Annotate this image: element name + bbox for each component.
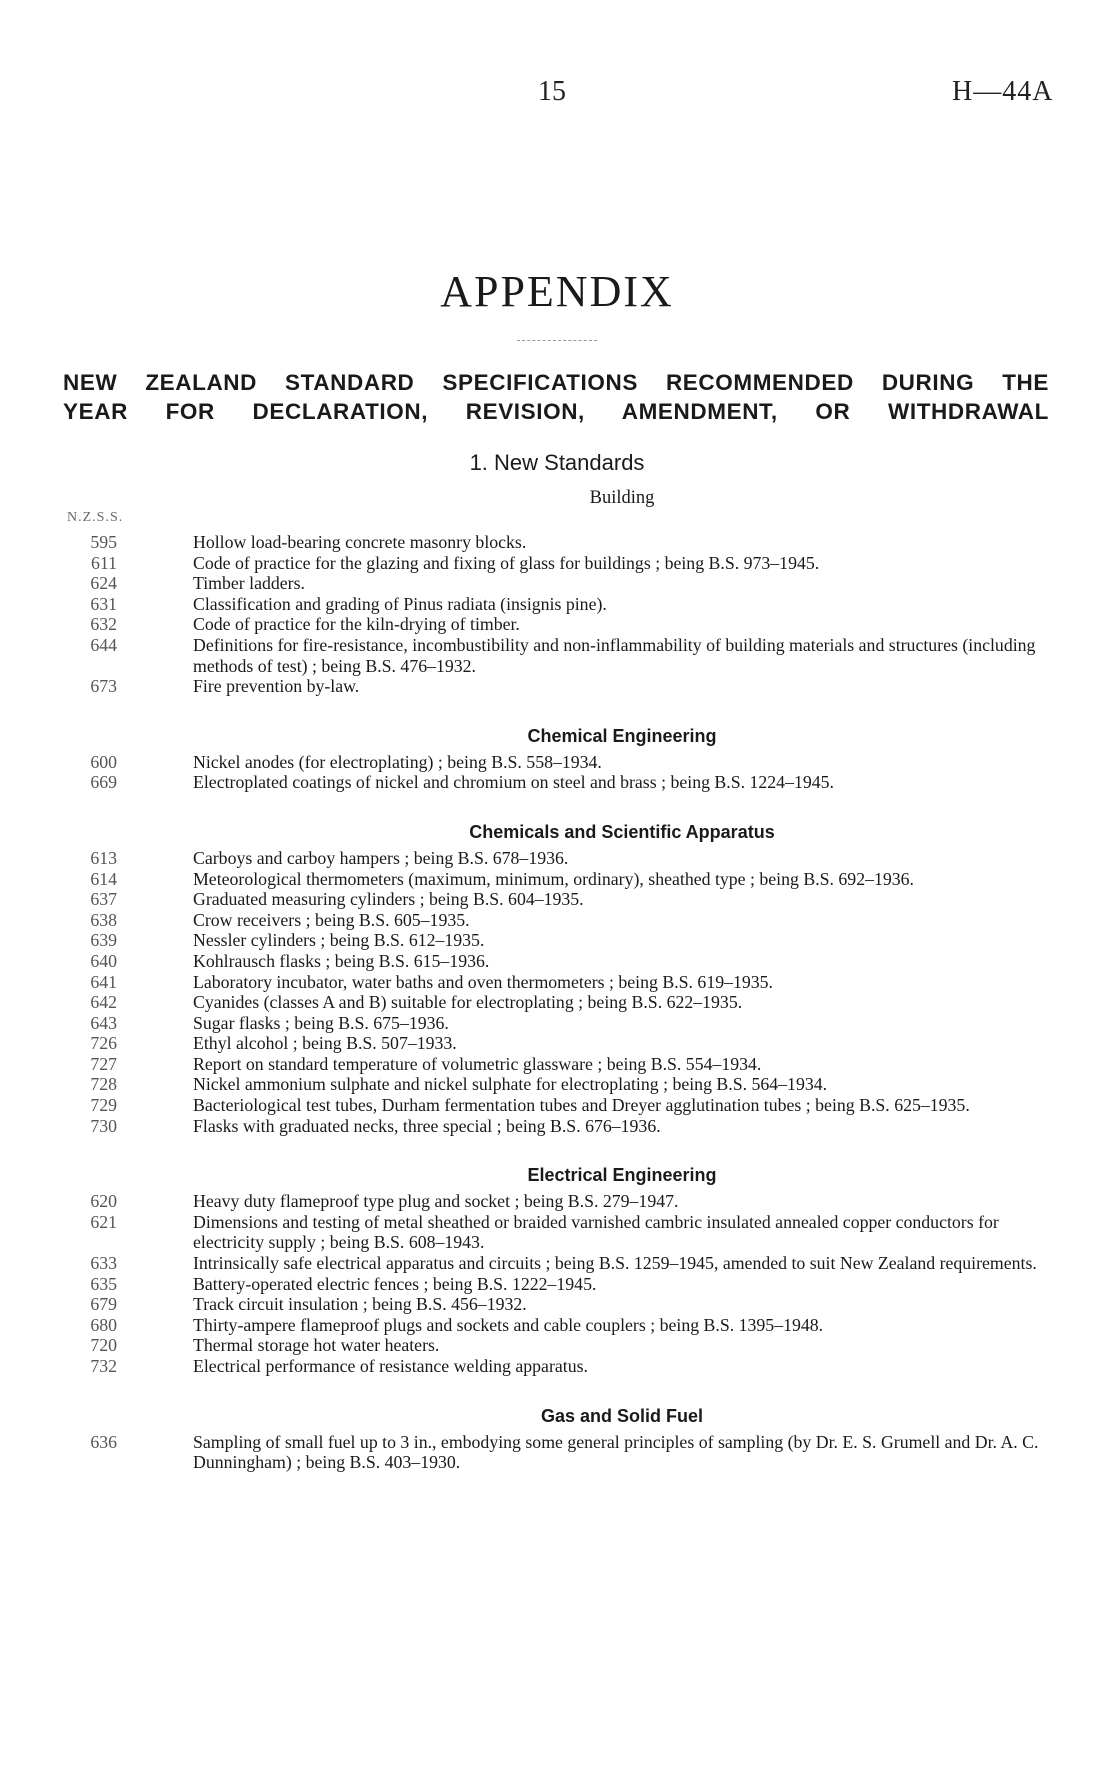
standard-number: 635 bbox=[90, 1273, 117, 1294]
standard-title: Electrical performance of resistance welding apparatus. bbox=[193, 1356, 588, 1376]
standard-title: Cyanides (classes A and B) suitable for electroplating ; being B.S. 622–1935. bbox=[193, 992, 743, 1013]
list-item bbox=[0, 1054, 1114, 1075]
standard-number: 726 bbox=[90, 1033, 117, 1054]
list-item bbox=[0, 752, 1114, 773]
standard-number: 727 bbox=[90, 1053, 117, 1074]
standard-number: 595 bbox=[90, 532, 117, 552]
standard-number: 624 bbox=[90, 573, 117, 594]
standard-number: 641 bbox=[90, 971, 117, 992]
standard-title: Classification and grading of Pinus radiata (insignis pine). bbox=[193, 593, 607, 614]
standard-title: Nickel anodes (for electroplating) ; being B.S. 558–1934. bbox=[193, 751, 602, 772]
list-item bbox=[0, 992, 1114, 1013]
standard-title: Electroplated coatings of nickel and chromium on steel and brass ; being B.S. 1224–1945. bbox=[193, 772, 834, 793]
list-item bbox=[0, 869, 1114, 890]
standard-title: Kohlrausch flasks ; being B.S. 615–1936. bbox=[193, 950, 490, 971]
standard-number: 640 bbox=[90, 950, 117, 971]
standard-title: Heavy duty flameproof type plug and socket ; being B.S. 279–1947. bbox=[193, 1191, 679, 1212]
standard-number: 638 bbox=[90, 909, 117, 930]
standard-number: 644 bbox=[90, 634, 117, 655]
standard-title: Sugar flasks ; being B.S. 675–1936. bbox=[193, 1012, 449, 1033]
list-item bbox=[0, 889, 1114, 910]
list-item bbox=[0, 1074, 1114, 1095]
list-item bbox=[0, 848, 1114, 869]
list-item bbox=[0, 930, 1114, 951]
list-item bbox=[0, 1253, 1114, 1274]
standard-title: Nickel ammonium sulphate and nickel sulphate for electroplating ; being B.S. 564–1934. bbox=[193, 1074, 828, 1095]
standards-list bbox=[0, 486, 1114, 1473]
standard-title: Track circuit insulation ; being B.S. 456–1932. bbox=[193, 1294, 527, 1315]
list-item bbox=[0, 1095, 1114, 1116]
list-item bbox=[0, 951, 1114, 972]
list-item bbox=[0, 676, 1114, 697]
list-item bbox=[0, 1335, 1114, 1356]
main-heading-line-1: NEW ZEALAND STANDARD SPECIFICATIONS RECOMMENDED DURING THE bbox=[63, 370, 1049, 395]
standard-number: 728 bbox=[90, 1074, 117, 1095]
document-reference: H—44A bbox=[952, 76, 1054, 107]
category-heading-gas-and-solid-fuel: Gas and Solid Fuel bbox=[540, 1405, 704, 1426]
standard-number: 611 bbox=[90, 552, 117, 573]
list-item bbox=[0, 532, 1114, 553]
standard-number: 613 bbox=[90, 847, 117, 868]
category-heading-electrical-engineering: Electrical Engineering bbox=[527, 1165, 717, 1186]
standard-title: Code of practice for the kiln-drying of timber. bbox=[193, 614, 520, 635]
standard-title: Laboratory incubator, water baths and oven thermometers ; being B.S. 619–1935. bbox=[193, 971, 774, 992]
list-item bbox=[0, 594, 1114, 615]
standard-title: Graduated measuring cylinders ; being B.S. 604–1935. bbox=[193, 889, 584, 910]
category-heading-chemicals-and-scientific-apparatus: Chemicals and Scientific Apparatus bbox=[469, 821, 775, 842]
standard-title: Report on standard temperature of volumetric glassware ; being B.S. 554–1934. bbox=[193, 1053, 762, 1074]
standard-number: 637 bbox=[90, 889, 117, 910]
standard-number: 673 bbox=[90, 676, 117, 697]
list-item bbox=[0, 1191, 1114, 1212]
standard-number: 636 bbox=[90, 1431, 117, 1452]
standard-title: Battery-operated electric fences ; being B.S. 1222–1945. bbox=[193, 1273, 597, 1294]
page-number: 15 bbox=[538, 76, 566, 107]
category-heading-chemical-engineering: Chemical Engineering bbox=[527, 725, 717, 746]
standard-number: 642 bbox=[90, 992, 117, 1013]
standard-number: 600 bbox=[90, 751, 117, 772]
list-item bbox=[0, 1294, 1114, 1315]
standard-number: 633 bbox=[90, 1253, 117, 1274]
standard-number: 620 bbox=[90, 1191, 117, 1212]
standard-title: Fire prevention by-law. bbox=[193, 676, 360, 697]
list-item bbox=[0, 1432, 1114, 1473]
standard-number: 669 bbox=[90, 772, 117, 793]
standard-number: 730 bbox=[90, 1115, 117, 1136]
standard-title: Meteorological thermometers (maximum, minimum, ordinary), sheathed type ; being B.S. 692–1936. bbox=[193, 868, 914, 889]
standard-title: Hollow load-bearing concrete masonry blocks. bbox=[193, 532, 527, 552]
list-item bbox=[0, 614, 1114, 635]
standard-title: Crow receivers ; being B.S. 605–1935. bbox=[193, 909, 470, 930]
list-item bbox=[0, 635, 1114, 676]
column-header: N.Z.S.S. bbox=[67, 510, 124, 525]
standard-title: Flasks with graduated necks, three special ; being B.S. 676–1936. bbox=[193, 1115, 661, 1136]
main-heading bbox=[63, 368, 1049, 426]
list-item bbox=[0, 910, 1114, 931]
standard-number: 632 bbox=[90, 614, 117, 635]
standard-title: Intrinsically safe electrical apparatus and circuits ; being B.S. 1259–1945, amended to suit New Zealand requirements. bbox=[193, 1253, 1037, 1274]
list-item bbox=[0, 1116, 1114, 1137]
list-item bbox=[0, 1013, 1114, 1034]
standard-number: 631 bbox=[90, 593, 117, 614]
section-title: 1. New Standards bbox=[469, 450, 645, 475]
category-heading-building: Building bbox=[589, 488, 655, 508]
list-item bbox=[0, 1274, 1114, 1295]
standard-number: 720 bbox=[90, 1335, 117, 1356]
list-item bbox=[0, 573, 1114, 594]
list-item bbox=[0, 1212, 1114, 1253]
appendix-title: APPENDIX bbox=[440, 267, 674, 316]
standard-title: Carboys and carboy hampers ; being B.S. 678–1936. bbox=[193, 847, 569, 868]
standard-title: Dimensions and testing of metal sheathed or braided varnished cambric insulated annealed copper conductors for electricity supply ; being B.S. 608–1943. bbox=[193, 1211, 999, 1253]
standard-title: Ethyl alcohol ; being B.S. 507–1933. bbox=[193, 1033, 457, 1054]
list-item bbox=[0, 1033, 1114, 1054]
standard-title: Bacteriological test tubes, Durham fermentation tubes and Dreyer agglutination tubes ; being B.S. 625–1935. bbox=[193, 1095, 970, 1116]
list-item bbox=[0, 1356, 1114, 1377]
standard-title: Sampling of small fuel up to 3 in., embodying some general principles of sampling (by Dr. E. S. Grumell and Dr. A. C. Dunningham) ; being B.S. 403–1930. bbox=[193, 1431, 1039, 1473]
standard-number: 639 bbox=[90, 930, 117, 951]
standard-number: 729 bbox=[90, 1095, 117, 1116]
standard-title: Nessler cylinders ; being B.S. 612–1935. bbox=[193, 930, 485, 951]
standard-number: 680 bbox=[90, 1314, 117, 1335]
list-item bbox=[0, 1315, 1114, 1336]
title-divider bbox=[517, 340, 597, 341]
list-item bbox=[0, 553, 1114, 574]
standard-title: Thirty-ampere flameproof plugs and sockets and cable couplers ; being B.S. 1395–1948. bbox=[193, 1314, 824, 1335]
main-heading-line-2: YEAR FOR DECLARATION, REVISION, AMENDMENT, OR WITHDRAWAL bbox=[63, 399, 1049, 424]
standard-number: 643 bbox=[90, 1012, 117, 1033]
standard-title: Code of practice for the glazing and fixing of glass for buildings ; being B.S. 973–1945. bbox=[193, 552, 820, 573]
standard-title: Thermal storage hot water heaters. bbox=[193, 1335, 440, 1356]
standard-number: 732 bbox=[90, 1356, 117, 1376]
standard-title: Timber ladders. bbox=[193, 573, 305, 594]
standard-number: 621 bbox=[90, 1211, 117, 1232]
standard-number: 679 bbox=[90, 1294, 117, 1315]
list-item bbox=[0, 972, 1114, 993]
list-item bbox=[0, 772, 1114, 793]
standard-title: Definitions for fire-resistance, incombustibility and non-inflammability of building materials and structures (including methods of test) ; being B.S. 476–1932. bbox=[193, 634, 1036, 676]
standard-number: 614 bbox=[90, 868, 117, 889]
